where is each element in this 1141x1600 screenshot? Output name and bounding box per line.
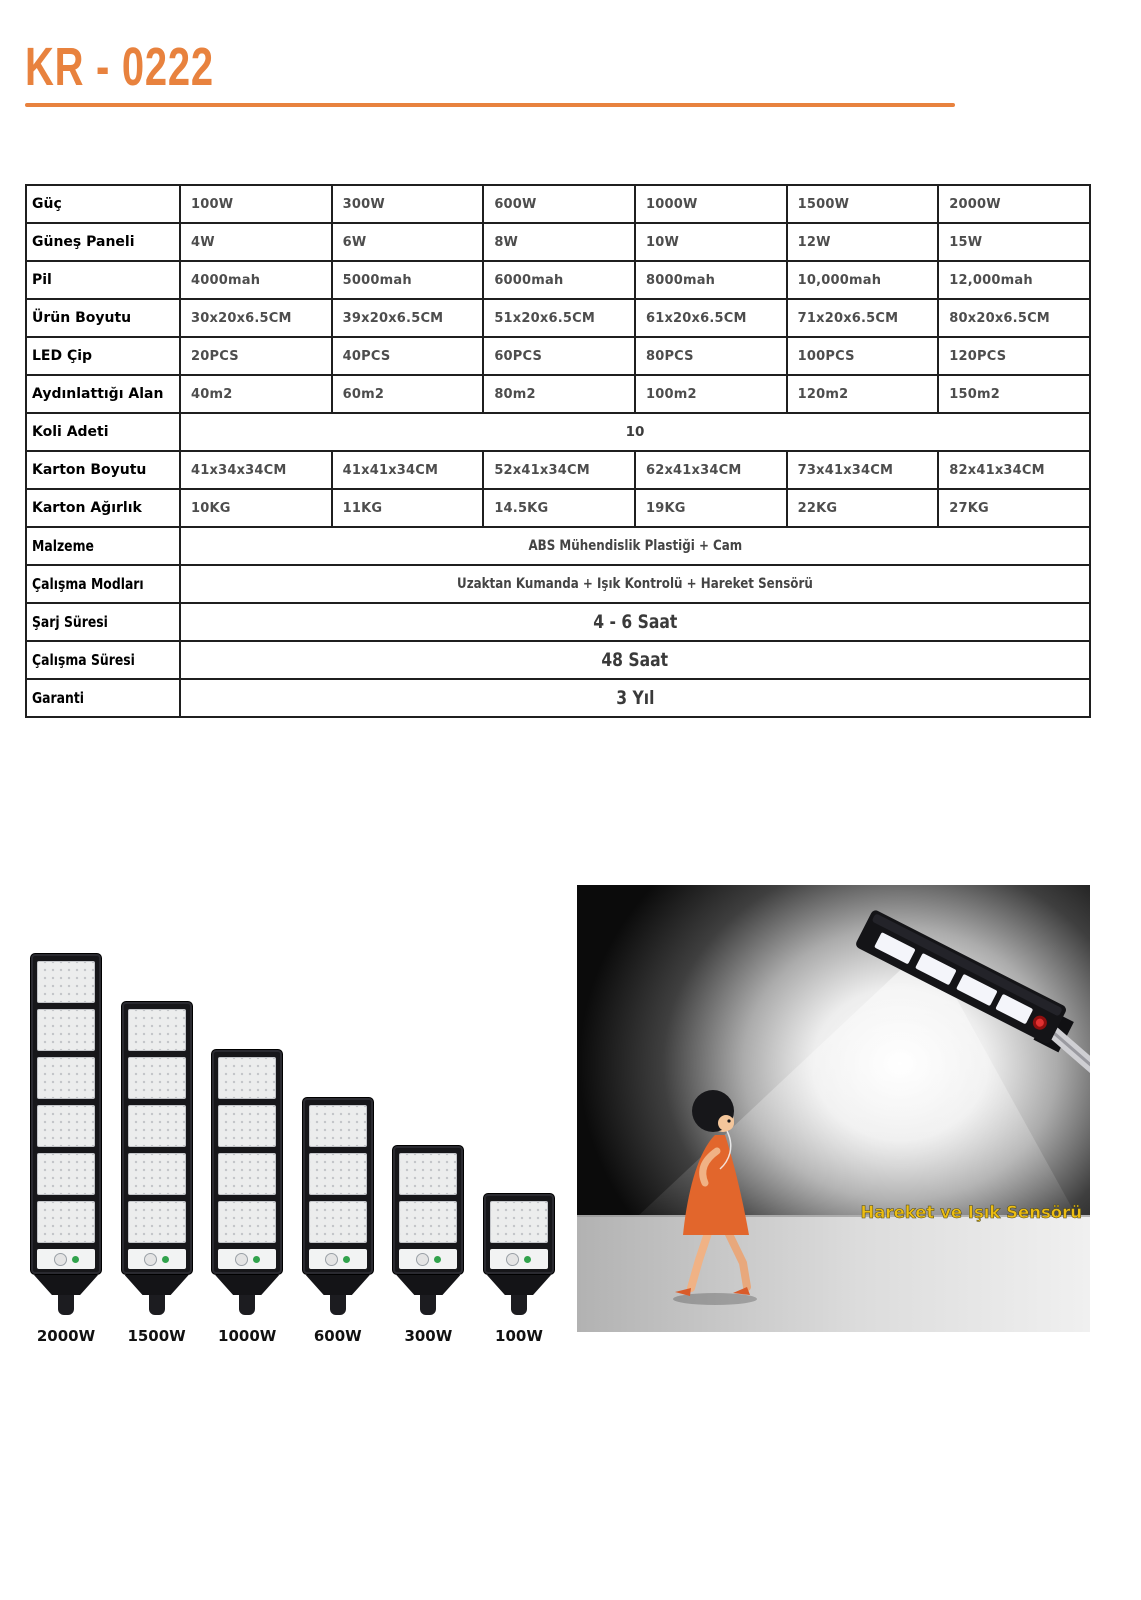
lamp-base xyxy=(396,1275,460,1295)
ground xyxy=(577,1215,1090,1332)
spec-value: 12W xyxy=(787,223,939,261)
spec-value: 1500W xyxy=(787,185,939,223)
spec-label: Ürün Boyutu xyxy=(26,299,180,337)
spec-row xyxy=(26,375,1090,413)
product-watt-label: 2000W xyxy=(36,1327,96,1345)
spec-value: 60PCS xyxy=(483,337,635,375)
indicator-dot-icon xyxy=(524,1256,531,1263)
spec-value: 80PCS xyxy=(635,337,787,375)
spec-value: 41x41x34CM xyxy=(332,451,484,489)
product-watt-label: 1500W xyxy=(127,1327,186,1345)
spec-value: 30x20x6.5CM xyxy=(180,299,332,337)
product-column xyxy=(211,1049,283,1345)
spec-label: Güneş Paneli xyxy=(26,223,180,261)
spec-span-text: 3 Yıl xyxy=(615,687,655,709)
spec-label: Güç xyxy=(26,185,180,223)
product-lineup xyxy=(30,945,555,1345)
led-panel xyxy=(37,1057,95,1099)
led-panel xyxy=(128,1201,186,1243)
light-sensor-icon xyxy=(144,1253,157,1266)
spec-label-text: Malzeme xyxy=(32,537,94,555)
spec-row xyxy=(26,641,1090,679)
spec-span-text: 4 - 6 Saat xyxy=(592,611,678,633)
spec-row xyxy=(26,565,1090,603)
spec-value: 73x41x34CM xyxy=(787,451,939,489)
lamp-pole xyxy=(420,1295,436,1315)
control-strip xyxy=(309,1249,367,1269)
spec-value: 8000mah xyxy=(635,261,787,299)
spec-span-text: Uzaktan Kumanda + Işık Kontrolü + Hareket Sensörü xyxy=(457,576,813,592)
light-sensor-icon xyxy=(235,1253,248,1266)
light-sensor-icon xyxy=(416,1253,429,1266)
street-light-image xyxy=(30,953,102,1275)
spec-row xyxy=(26,337,1090,375)
indicator-dot-icon xyxy=(343,1256,350,1263)
control-strip xyxy=(490,1249,548,1269)
spec-value: 4W xyxy=(180,223,332,261)
spec-label: LED Çip xyxy=(26,337,180,375)
spec-value: 1000W xyxy=(635,185,787,223)
spec-span-text: ABS Mühendislik Plastiği + Cam xyxy=(528,538,742,554)
spec-label: Karton Ağırlık xyxy=(26,489,180,527)
led-panel xyxy=(218,1105,276,1147)
spec-span-value xyxy=(180,527,1090,565)
spec-span-value xyxy=(180,603,1090,641)
spec-value: 71x20x6.5CM xyxy=(787,299,939,337)
control-strip xyxy=(128,1249,186,1269)
product-column xyxy=(392,1145,464,1345)
spec-value: 100PCS xyxy=(787,337,939,375)
spec-value: 10KG xyxy=(180,489,332,527)
spec-row xyxy=(26,451,1090,489)
indicator-dot-icon xyxy=(72,1256,79,1263)
led-panel xyxy=(309,1201,367,1243)
spec-span-text: 10 xyxy=(625,424,645,440)
lamp-base xyxy=(306,1275,370,1295)
spec-span-value xyxy=(180,641,1090,679)
lamp-base xyxy=(215,1275,279,1295)
led-panel xyxy=(37,1153,95,1195)
spec-label xyxy=(26,603,180,641)
spec-value: 80m2 xyxy=(483,375,635,413)
control-strip xyxy=(399,1249,457,1269)
spec-value: 19KG xyxy=(635,489,787,527)
spec-span-value xyxy=(180,413,1090,451)
spec-value: 300W xyxy=(332,185,484,223)
spec-value: 15W xyxy=(938,223,1090,261)
led-panel xyxy=(309,1105,367,1147)
spec-value: 80x20x6.5CM xyxy=(938,299,1090,337)
spec-row xyxy=(26,489,1090,527)
spec-label: Karton Boyutu xyxy=(26,451,180,489)
spec-label xyxy=(26,565,180,603)
spec-value: 52x41x34CM xyxy=(483,451,635,489)
led-panel xyxy=(128,1105,186,1147)
lamp-pole xyxy=(58,1295,74,1315)
street-light-image xyxy=(483,1193,555,1275)
spec-row xyxy=(26,603,1090,641)
spec-value: 60m2 xyxy=(332,375,484,413)
spec-label-text: Çalışma Süresi xyxy=(32,651,135,669)
spec-value: 120m2 xyxy=(787,375,939,413)
spec-label: Pil xyxy=(26,261,180,299)
spec-value: 100m2 xyxy=(635,375,787,413)
led-panel xyxy=(490,1201,548,1243)
product-column xyxy=(483,1193,555,1345)
spec-table xyxy=(25,184,1091,718)
led-panel xyxy=(399,1153,457,1195)
spec-value: 39x20x6.5CM xyxy=(332,299,484,337)
spec-value: 6000mah xyxy=(483,261,635,299)
spec-value: 120PCS xyxy=(938,337,1090,375)
spec-value: 51x20x6.5CM xyxy=(483,299,635,337)
spec-value: 11KG xyxy=(332,489,484,527)
control-strip xyxy=(37,1249,95,1269)
product-column xyxy=(121,1001,193,1345)
spec-label xyxy=(26,527,180,565)
product-column xyxy=(302,1097,374,1345)
spec-span-value xyxy=(180,565,1090,603)
spec-value: 10,000mah xyxy=(787,261,939,299)
page-title xyxy=(25,36,280,98)
product-column xyxy=(30,953,102,1345)
control-strip xyxy=(218,1249,276,1269)
spec-value: 14.5KG xyxy=(483,489,635,527)
street-light-image xyxy=(302,1097,374,1275)
led-panel xyxy=(128,1153,186,1195)
product-watt-label: 600W xyxy=(313,1327,362,1345)
spec-value: 20PCS xyxy=(180,337,332,375)
product-watt-label: 300W xyxy=(404,1327,453,1345)
lamp-base xyxy=(487,1275,551,1295)
product-watt-label: 1000W xyxy=(218,1327,277,1345)
spec-value: 100W xyxy=(180,185,332,223)
spec-label-text: Çalışma Modları xyxy=(32,575,144,593)
lamp-pole xyxy=(330,1295,346,1315)
led-panel xyxy=(218,1153,276,1195)
spec-label xyxy=(26,641,180,679)
light-sensor-icon xyxy=(54,1253,67,1266)
spec-label: Koli Adeti xyxy=(26,413,180,451)
lamp-base xyxy=(125,1275,189,1295)
product-watt-label: 100W xyxy=(495,1327,543,1345)
street-light-image xyxy=(392,1145,464,1275)
spec-row xyxy=(26,223,1090,261)
lamp-pole xyxy=(239,1295,255,1315)
spec-value: 10W xyxy=(635,223,787,261)
indicator-dot-icon xyxy=(253,1256,260,1263)
spec-label: Aydınlattığı Alan xyxy=(26,375,180,413)
spec-label-text: Şarj Süresi xyxy=(32,613,108,631)
lamp-pole xyxy=(149,1295,165,1315)
lamp-pole xyxy=(511,1295,527,1315)
spec-row xyxy=(26,527,1090,565)
light-sensor-icon xyxy=(325,1253,338,1266)
spec-value: 40m2 xyxy=(180,375,332,413)
spec-value: 40PCS xyxy=(332,337,484,375)
lamp-base xyxy=(34,1275,98,1295)
spec-value: 61x20x6.5CM xyxy=(635,299,787,337)
spec-label xyxy=(26,679,180,717)
spec-row xyxy=(26,299,1090,337)
title-divider xyxy=(25,103,955,107)
led-panel xyxy=(128,1057,186,1099)
led-panel xyxy=(37,961,95,1003)
spec-value: 27KG xyxy=(938,489,1090,527)
led-panel xyxy=(218,1057,276,1099)
led-panel xyxy=(37,1009,95,1051)
led-panel xyxy=(37,1105,95,1147)
light-sensor-icon xyxy=(506,1253,519,1266)
spec-value: 22KG xyxy=(787,489,939,527)
sensor-demo-image xyxy=(577,885,1090,1332)
led-panel xyxy=(128,1009,186,1051)
indicator-dot-icon xyxy=(162,1256,169,1263)
spec-value: 600W xyxy=(483,185,635,223)
street-light-image xyxy=(121,1001,193,1275)
led-panel xyxy=(218,1201,276,1243)
spec-row xyxy=(26,185,1090,223)
spec-row xyxy=(26,261,1090,299)
led-panel xyxy=(37,1201,95,1243)
led-panel xyxy=(399,1201,457,1243)
spec-span-text: 48 Saat xyxy=(601,649,669,671)
spec-value: 150m2 xyxy=(938,375,1090,413)
spec-value: 2000W xyxy=(938,185,1090,223)
spec-span-value xyxy=(180,679,1090,717)
night-background xyxy=(577,885,1090,1332)
spec-value: 41x34x34CM xyxy=(180,451,332,489)
street-light-image xyxy=(211,1049,283,1275)
spec-label-text: Garanti xyxy=(32,689,85,707)
scene-caption: Hareket ve Işık Sensörü xyxy=(860,1203,1082,1222)
spec-value: 4000mah xyxy=(180,261,332,299)
page-title-text: KR - 0222 xyxy=(25,37,214,97)
spec-value: 8W xyxy=(483,223,635,261)
spec-value: 6W xyxy=(332,223,484,261)
spec-value: 82x41x34CM xyxy=(938,451,1090,489)
led-panel xyxy=(309,1153,367,1195)
spec-value: 12,000mah xyxy=(938,261,1090,299)
spec-value: 5000mah xyxy=(332,261,484,299)
indicator-dot-icon xyxy=(434,1256,441,1263)
spec-row xyxy=(26,413,1090,451)
spec-value: 62x41x34CM xyxy=(635,451,787,489)
spec-row xyxy=(26,679,1090,717)
